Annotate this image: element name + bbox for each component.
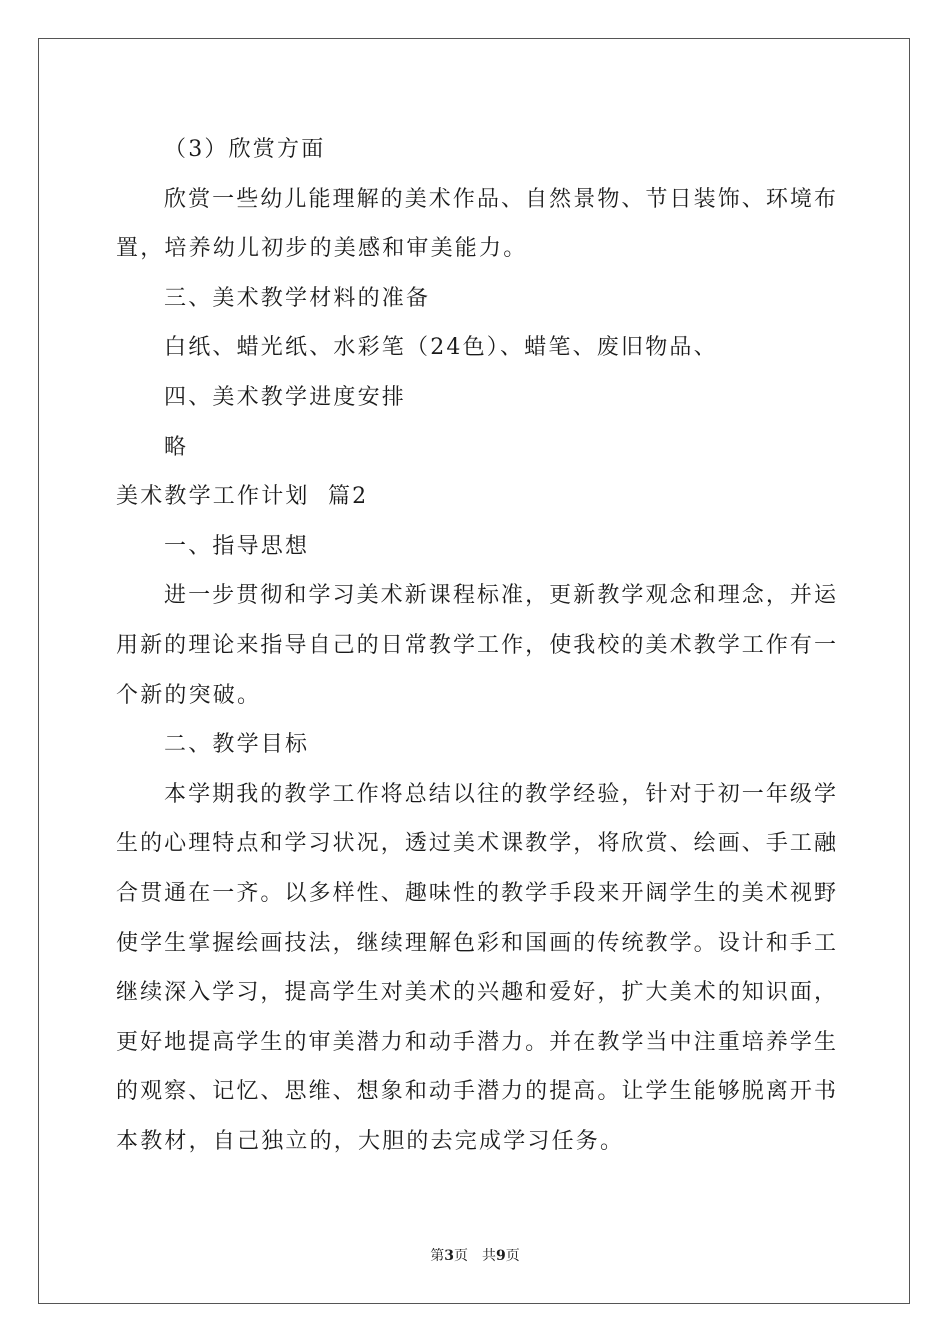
paragraph-line: 进一步贯彻和学习美术新课程标准，更新教学观念和理念，并运 bbox=[164, 583, 836, 609]
paragraph-line: 生的心理特点和学习状况，透过美术课教学，将欣赏、绘画、手工融 bbox=[116, 831, 836, 857]
paragraph-line: 个新的突破。 bbox=[116, 682, 262, 708]
paragraph-line: 略 bbox=[164, 434, 189, 460]
paragraph-line: 更好地提高学生的审美潜力和动手潜力。并在教学当中注重培养学生 bbox=[116, 1029, 836, 1055]
total-page-count: 9 bbox=[496, 1248, 506, 1264]
subsection-heading: （3）欣赏方面 bbox=[164, 137, 326, 162]
page-number-prefix: 第 bbox=[430, 1248, 445, 1264]
paragraph-line: 欣赏一些幼儿能理解的美术作品、自然景物、节日装饰、环境布 bbox=[164, 186, 836, 212]
paragraph-line: 的观察、记忆、思维、想象和动手潜力的提高。让学生能够脱离开书 bbox=[116, 1079, 836, 1105]
total-pages-prefix: 共 bbox=[482, 1248, 496, 1264]
paragraph-line: 本学期我的教学工作将总结以往的教学经验，针对于初一年级学 bbox=[164, 781, 836, 807]
paragraph-line: 本教材，自己独立的，大胆的去完成学习任务。 bbox=[116, 1128, 625, 1154]
paragraph-line: 使学生掌握绘画技法，继续理解色彩和国画的传统教学。设计和手工 bbox=[116, 930, 836, 956]
paragraph-line: 用新的理论来指导自己的日常教学工作，使我校的美术教学工作有一 bbox=[116, 632, 836, 658]
paragraph-line: 置，培养幼儿初步的美感和审美能力。 bbox=[116, 236, 528, 262]
current-page-number: 3 bbox=[444, 1248, 454, 1264]
section-heading: 一、指导思想 bbox=[164, 533, 310, 559]
page-footer bbox=[0, 1247, 950, 1265]
paragraph-line: 继续深入学习，提高学生对美术的兴趣和爱好，扩大美术的知识面， bbox=[116, 980, 836, 1006]
section-heading: 四、美术教学进度安排 bbox=[164, 384, 407, 410]
page-number-suffix: 页 bbox=[454, 1248, 468, 1264]
document-body bbox=[116, 125, 836, 1166]
document-title: 美术教学工作计划 篇2 bbox=[116, 484, 369, 510]
total-pages-suffix: 页 bbox=[505, 1248, 520, 1264]
section-heading: 二、教学目标 bbox=[164, 732, 310, 758]
section-heading: 三、美术教学材料的准备 bbox=[164, 285, 431, 311]
paragraph-line: 合贯通在一齐。以多样性、趣味性的教学手段来开阔学生的美术视野 bbox=[116, 880, 836, 906]
paragraph-line: 白纸、蜡光纸、水彩笔（24色）、蜡笔、废旧物品、 bbox=[164, 335, 718, 361]
